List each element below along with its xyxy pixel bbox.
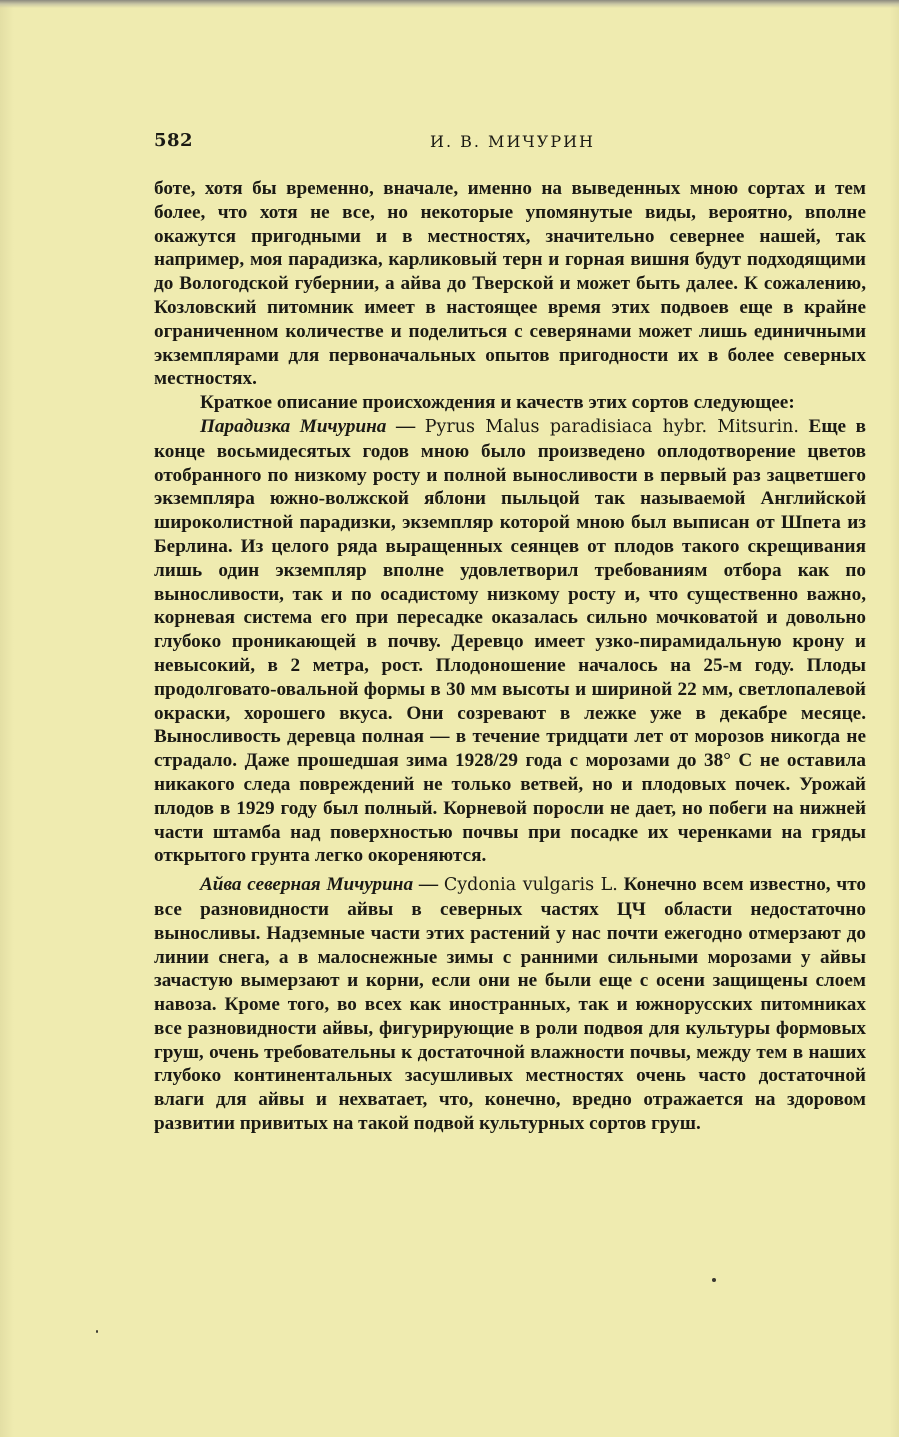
dash: — xyxy=(386,415,425,437)
print-speck xyxy=(96,1330,98,1333)
page-top-edge xyxy=(0,0,899,8)
variety-title-aiva: Айва северная Мичурина xyxy=(200,874,414,896)
aiva-description: Конечно всем известно, что все разновидности айвы в северных частях ЦЧ области недостаточно выносливы. Надземные части этих растений у нас почти ежегодно отмерзают до линии снега, а в малоснежные зимы с ранними сильными морозами у айвы зачастую вымерзают и корни, если они не были еще с осени защищены слоем навоза. Кроме того, во всех как иностранных, так и южнорусских питомниках все разновидности айвы, фигурирующие в роли подвоя для культуры формовых груш, очень требовательны к достаточной влажности почвы, между тем в наших глубоко континентальных засушливых местностях очень часто достаточной влаги для айвы и нехватает, что, конечно, вредно отражается на здоровом развитии привитых на такой подвой культурных сортов груш. xyxy=(154,874,866,1135)
latin-name-paradizka: Pyrus Malus paradisiaca hybr. Mitsurin. xyxy=(424,416,799,437)
paragraph-intro: Краткое описание происхождения и качеств этих сортов следующее: xyxy=(200,392,795,414)
paragraph-paradizka xyxy=(154,415,866,868)
dash: — xyxy=(413,874,444,896)
print-speck xyxy=(712,1278,716,1282)
latin-name-aiva: Cydonia vulgaris L. xyxy=(443,875,618,896)
paragraph-aiva xyxy=(154,873,866,1136)
paragraph-continuation: боте, хотя бы временно, вначале, именно на выведенных мною сортах и тем более, что хотя не все, но некоторые упомянутые виды, вероятно, вполне окажутся пригодными и в местностях, значительно севернее нашей, так например, моя парадизка, карликовый терн и горная вишня будут подходящими до Вологодской губернии, а айва до Тверской и может быть далее. К сожалению, Козловский питомник имеет в настоящее время этих подвоев еще в крайне ограниченном количестве и поделиться с северянами может лишь единичными экземплярами для первоначальных опытов пригодности их в более северных местностях. xyxy=(154,178,866,390)
running-head: И. В. МИЧУРИН xyxy=(430,132,595,151)
paradizka-description: Еще в конце восьмидесятых годов мною было произведено оплодотворение цветов отобранного по низкому росту и полной выносливости в первый раз зацветшего экземпляра южно-волжской яблони пыльцой так называемой Английской широколистной парадизки, экземпляр которой мною был выписан от Шпета из Берлина. Из целого ряда выращенных сеянцев от плодов такого скрещивания лишь один экземпляр вполне удовлетворил требованиям отбора как по выносливости, так и по осадистому низкому росту и, что существенно важно, корневая система его при пересадке оказалась сильно мочковатой и довольно глубоко проникающей в почву. Деревцо имеет узко-пирамидальную крону и невысокий, в 2 метра, рост. Плодоношение началось на 25-м году. Плоды продолговато-овальной формы в 30 мм высоты и шириной 22 мм, светлопалевой окраски, хорошего вкуса. Они созревают в лежке уже в декабре месяце. Выносливость деревца полная — в течение тридцати лет от морозов никогда не страдало. Даже прошедшая зима 1928/29 года с морозами до 38° С не оставила никакого следа повреждений не только ветвей, но и плодовых почек. Урожай плодов в 1929 году был полный. Корневой поросли не дает, но побеги на нижней части штамба над поверхностью почвы при посадке их черенками на гряды открытого грунта легко окореняются. xyxy=(154,415,866,867)
page-number: 582 xyxy=(154,130,194,151)
variety-title-paradizka: Парадизка Мичурина xyxy=(200,415,387,437)
body-text xyxy=(154,177,866,1136)
page-header xyxy=(154,130,866,156)
